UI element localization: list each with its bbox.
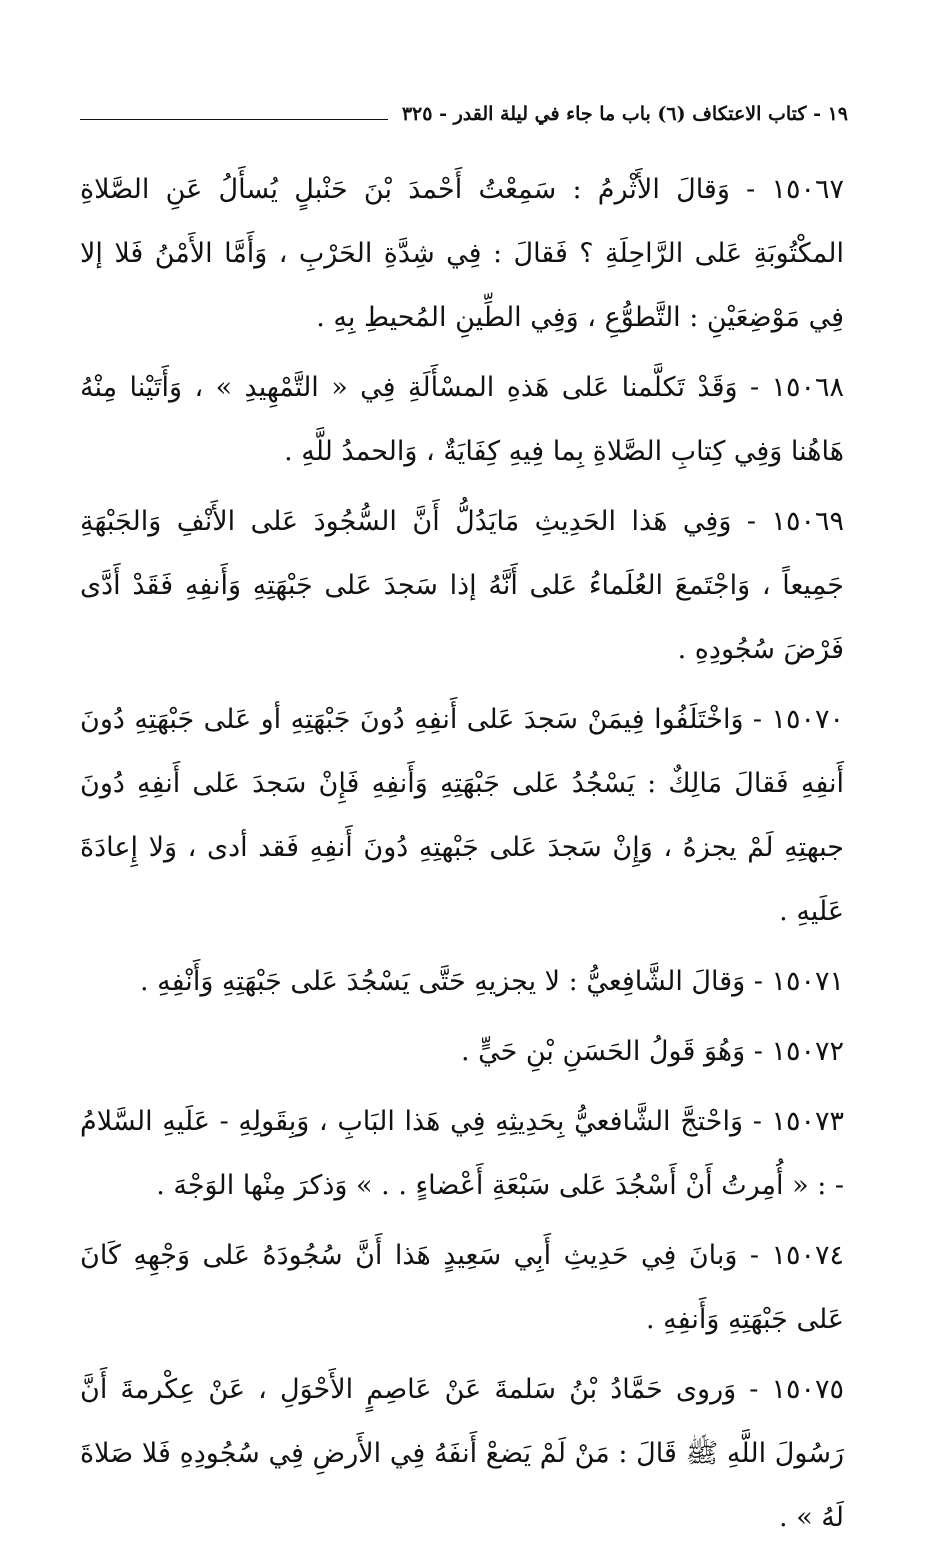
paragraph-15071: ١٥٠٧١ - وَقالَ الشَّافِعيُّ : لا يجزيهِ حَتَّى يَسْجُدَ عَلى جَبْهَتِهِ وَأَنْفِهِ .: [140, 966, 844, 997]
paragraph-15075: ١٥٠٧٥ - وَروى حَمَّادُ بْنُ سَلمةَ عَنْ عَاصِمٍ الأَحْوَلِ ، عَنْ عِكْرمةَ أَنَّ رَسُولَ اللَّهِ ﷺ قَالَ : مَنْ لَمْ يَضعْ أَنفَهُ فِي الأَرضِ فِي سُجُودِهِ فَلا صَلاةَ لَهُ » .: [80, 1374, 844, 1533]
paragraph-15074: ١٥٠٧٤ - وَبانَ فِي حَدِيثِ أَبِي سَعِيدٍ هَذا أَنَّ سُجُودَهُ عَلى وَجْهِهِ كَانَ عَلى جَبْهَتِهِ وَأَنفِهِ .: [80, 1240, 844, 1335]
header-rule: [80, 119, 388, 120]
paragraph-15069: ١٥٠٦٩ - وَفِي هَذا الحَدِيثِ مَايَدُلُّ أَنَّ السُّجُودَ عَلى الأَنْفِ وَالجَبْهَةِ جَمِيعاً ، وَاجْتَمعَ العُلَماءُ عَلى أَنَّهُ إذا سَجدَ عَلى جَبْهَتِهِ وَأَنفِهِ فَقَدْ أَدَّى فَرْضَ سُجُودِهِ .: [80, 506, 844, 665]
paragraph-15070: ١٥٠٧٠ - وَاخْتَلَفُوا فِيمَنْ سَجدَ عَلى أَنفِهِ دُونَ جَبْهَتِهِ أو عَلى جَبْهَتِهِ دُونَ أَنفِهِ فَقالَ مَالِكٌ : يَسْجُدُ عَلى جَبْهَتِهِ وَأَنفِهِ فَإِنْ سَجدَ عَلى أَنفِهِ دُونَ جبهتِهِ لَمْ يجزهُ ، وَإِنْ سَجدَ عَلى جَبْهتِهِ دُونَ أَنفِهِ فَقد أدى ، وَلا إِعادَةَ عَلَيهِ .: [80, 704, 844, 927]
paragraph-15067: ١٥٠٦٧ - وَقالَ الأَثْرمُ : سَمِعْتُ أَحْمدَ بْنَ حَنْبلٍ يُسأَلُ عَنِ الصَّلاةِ المكْتُوبَةِ عَلى الرَّاحِلَةِ ؟ فَقالَ : فِي شِدَّةِ الحَرْبِ ، وَأَمَّا الأَمْنُ فَلا إلا فِي مَوْضِعَيْنِ : التَّطوُّعِ ، وَفِي الطِّينِ المُحيطِ بِهِ .: [80, 174, 844, 333]
paragraph-15072: ١٥٠٧٢ - وَهُوَ قَولُ الحَسَنِ بْنِ حَيٍّ .: [460, 1036, 844, 1067]
paragraph-15073: ١٥٠٧٣ - وَاحْتجَّ الشَّافعيُّ بِحَدِيثِهِ فِي هَذا البَابِ ، وَبِقَولِهِ - عَلَيهِ السَّلامُ - : « أُمِرتُ أَنْ أَسْجُدَ عَلى سَبْعَةِ أَعْضاءٍ . . » وَذكرَ مِنْها الوَجْهَ .: [80, 1106, 844, 1201]
paragraph-15068: ١٥٠٦٨ - وَقَدْ تَكلَّمنا عَلى هَذهِ المسْأَلَةِ فِي « التَّمْهِيدِ » ، وَأَتَيْنا مِنْهُ هَاهُنا وَفِي كِتابِ الصَّلاةِ بِما فِيهِ كِفَايَةٌ ، وَالحمدُ للَّهِ .: [80, 372, 844, 467]
header-title: ١٩ - كتاب الاعتكاف (٦) باب ما جاء في ليلة القدر - ٣٢٥: [401, 103, 848, 125]
body-text: [80, 158, 844, 1556]
running-header: [80, 96, 848, 126]
